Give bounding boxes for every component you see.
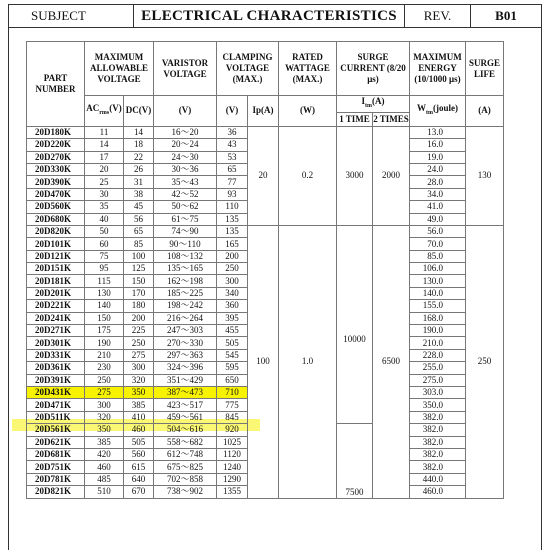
part-number-cell: 20D151K [27,263,85,275]
part-number-cell: 20D101K [27,238,85,250]
energy-cell: 440.0 [410,473,466,485]
energy-cell: 350.0 [410,399,466,411]
ac-voltage-cell: 275 [85,387,124,399]
clamping-voltage-cell: 36 [217,126,248,138]
group2-ip: 100 [248,225,279,498]
varistor-voltage-cell: 504～616 [154,424,217,436]
varistor-voltage-cell: 247～303 [154,325,217,337]
energy-cell: 34.0 [410,188,466,200]
part-number-cell: 20D821K [27,486,85,498]
ac-voltage-cell: 150 [85,312,124,324]
energy-cell: 41.0 [410,201,466,213]
table-row [27,126,504,138]
part-number-cell: 20D471K [27,399,85,411]
energy-cell: 85.0 [410,250,466,262]
varistor-voltage-cell: 185～225 [154,287,217,299]
energy-cell: 56.0 [410,225,466,237]
two-times-label: 2 TIMES [373,112,410,126]
part-number-cell: 20D560K [27,201,85,213]
clamping-voltage-cell: 110 [217,201,248,213]
varistor-voltage-cell: 35～43 [154,176,217,188]
ac-voltage-cell: 40 [85,213,124,225]
dc-voltage-cell: 180 [124,300,154,312]
ac-voltage-cell: 420 [85,448,124,460]
part-number-cell: 20D271K [27,325,85,337]
col-surge-current: SURGE CURRENT (8/20 μs) [337,42,410,96]
dc-voltage-cell: 85 [124,238,154,250]
ac-voltage-cell: 190 [85,337,124,349]
part-number-cell: 20D680K [27,213,85,225]
group2-surge-two-times: 6500 [373,225,410,498]
col-clamping-voltage: CLAMPING VOLTAGE (MAX.) [217,42,279,96]
dc-voltage-cell: 45 [124,201,154,213]
clamping-voltage-cell: 650 [217,374,248,386]
ac-voltage-cell: 25 [85,176,124,188]
clamping-voltage-cell: 1355 [217,486,248,498]
varistor-voltage-cell: 324～396 [154,362,217,374]
part-number-cell: 20D201K [27,287,85,299]
ac-voltage-cell: 140 [85,300,124,312]
energy-cell: 140.0 [410,287,466,299]
ac-voltage-cell: 35 [85,201,124,213]
dc-voltage-cell: 150 [124,275,154,287]
energy-cell: 130.0 [410,275,466,287]
dc-voltage-cell: 18 [124,139,154,151]
clamping-voltage-cell: 505 [217,337,248,349]
ac-voltage-cell: 17 [85,151,124,163]
ac-voltage-cell: 350 [85,424,124,436]
ac-voltage-cell: 20 [85,163,124,175]
clamping-voltage-cell: 77 [217,176,248,188]
dc-voltage-cell: 125 [124,263,154,275]
clamping-voltage-cell: 360 [217,300,248,312]
dc-voltage-cell: 22 [124,151,154,163]
one-time-label: 1 TIME [337,112,373,126]
varistor-voltage-cell: 351～429 [154,374,217,386]
varistor-voltage-cell: 297～363 [154,349,217,361]
energy-cell: 16.0 [410,139,466,151]
group1-surge-life: 130 [466,126,504,225]
clamping-voltage-cell: 340 [217,287,248,299]
ac-voltage-cell: 320 [85,411,124,423]
clamping-voltage-cell: 200 [217,250,248,262]
ac-voltage-cell: 130 [85,287,124,299]
wattage-unit: (W) [279,96,337,127]
part-number-cell: 20D751K [27,461,85,473]
life-unit: (A) [466,96,504,127]
clamping-voltage-cell: 710 [217,387,248,399]
group1-surge-two-times: 2000 [373,126,410,225]
energy-cell: 303.0 [410,387,466,399]
energy-cell: 382.0 [410,448,466,460]
varistor-voltage-cell: 558～682 [154,436,217,448]
part-number-cell: 20D361K [27,362,85,374]
ac-voltage-cell: 230 [85,362,124,374]
varistor-voltage-cell: 459～561 [154,411,217,423]
part-number-cell: 20D301K [27,337,85,349]
dc-voltage-cell: 505 [124,436,154,448]
group2-surge-life: 250 [466,225,504,498]
part-number-cell: 20D220K [27,139,85,151]
varistor-voltage-cell: 423～517 [154,399,217,411]
group2-surge-one-time: 10000 [337,225,373,423]
group1-surge-one-time: 3000 [337,126,373,225]
dc-voltage-cell: 225 [124,325,154,337]
part-number-cell: 20D390K [27,176,85,188]
part-number-cell: 20D241K [27,312,85,324]
group2-surge-one-time-b: 7500 [337,424,373,498]
electrical-characteristics-table [26,41,504,499]
rev-value: B01 [495,8,517,23]
part-number-cell: 20D681K [27,448,85,460]
part-number-cell: 20D331K [27,349,85,361]
clamp-v-unit: (V) [217,96,248,127]
energy-cell: 210.0 [410,337,466,349]
dc-voltage-cell: 320 [124,374,154,386]
clamping-voltage-cell: 1025 [217,436,248,448]
dc-voltage-cell: 410 [124,411,154,423]
varistor-voltage-cell: 20～24 [154,139,217,151]
part-number-cell: 20D431K [27,387,85,399]
varistor-voltage-cell: 387～473 [154,387,217,399]
ac-voltage-cell: 115 [85,275,124,287]
part-number-cell: 20D781K [27,473,85,485]
energy-cell: 49.0 [410,213,466,225]
energy-cell: 228.0 [410,349,466,361]
clamping-voltage-cell: 93 [217,188,248,200]
varistor-voltage-cell: 135～165 [154,263,217,275]
clamping-voltage-cell: 65 [217,163,248,175]
varistor-voltage-cell: 24～30 [154,151,217,163]
dc-voltage-cell: 640 [124,473,154,485]
varistor-voltage-cell: 162～198 [154,275,217,287]
part-number-cell: 20D330K [27,163,85,175]
subject-label: SUBJECT [9,5,134,27]
energy-cell: 382.0 [410,411,466,423]
energy-cell: 190.0 [410,325,466,337]
col-rated-wattage: RATED WATTAGE (MAX.) [279,42,337,96]
rev-label: REV. [405,5,471,27]
dc-voltage-cell: 65 [124,225,154,237]
part-number-cell: 20D391K [27,374,85,386]
clamping-voltage-cell: 775 [217,399,248,411]
clamping-voltage-cell: 395 [217,312,248,324]
part-number-cell: 20D270K [27,151,85,163]
col-part-number: PART NUMBER [27,42,85,127]
clamping-voltage-cell: 1240 [217,461,248,473]
group2-wattage: 1.0 [279,225,337,498]
varistor-voltage-cell: 702～858 [154,473,217,485]
energy-cell: 155.0 [410,300,466,312]
part-number-cell: 20D561K [27,424,85,436]
clamping-voltage-cell: 1290 [217,473,248,485]
part-number-cell: 20D181K [27,275,85,287]
varistor-voltage-cell: 16～20 [154,126,217,138]
ac-voltage-cell: 11 [85,126,124,138]
ip-unit: Ip(A) [248,96,279,127]
ac-voltage-cell: 485 [85,473,124,485]
clamping-voltage-cell: 53 [217,151,248,163]
varistor-voltage-cell: 216～264 [154,312,217,324]
wtm-unit: $W_{tm}(joule)$ [410,96,466,127]
clamping-voltage-cell: 165 [217,238,248,250]
energy-cell: 28.0 [410,176,466,188]
ac-voltage-cell: 385 [85,436,124,448]
clamping-voltage-cell: 1120 [217,448,248,460]
varistor-voltage-cell: 30～36 [154,163,217,175]
ac-voltage-cell: 250 [85,374,124,386]
dc-voltage-cell: 670 [124,486,154,498]
part-number-cell: 20D221K [27,300,85,312]
clamping-voltage-cell: 920 [217,424,248,436]
clamping-voltage-cell: 545 [217,349,248,361]
dc-voltage-cell: 350 [124,387,154,399]
varistor-voltage-cell: 61～75 [154,213,217,225]
energy-cell: 13.0 [410,126,466,138]
part-number-cell: 20D121K [27,250,85,262]
col-max-voltage: MAXIMUM ALLOWABLE VOLTAGE [85,42,154,96]
dc-voltage-cell: 300 [124,362,154,374]
part-number-cell: 20D180K [27,126,85,138]
clamping-voltage-cell: 455 [217,325,248,337]
dc-voltage-cell: 14 [124,126,154,138]
group1-wattage: 0.2 [279,126,337,225]
part-number-cell: 20D511K [27,411,85,423]
varistor-voltage-cell: 198～242 [154,300,217,312]
varistor-voltage-cell: 612～748 [154,448,217,460]
dc-voltage-cell: 275 [124,349,154,361]
varistor-voltage-cell: 90～110 [154,238,217,250]
dc-voltage-cell: 560 [124,448,154,460]
ac-voltage-cell: 95 [85,263,124,275]
part-number-cell: 20D470K [27,188,85,200]
clamping-voltage-cell: 135 [217,213,248,225]
col-surge-life: SURGE LIFE [466,42,504,96]
clamping-voltage-cell: 845 [217,411,248,423]
table-row [27,225,504,237]
ac-voltage-cell: 75 [85,250,124,262]
dc-voltage-cell: 100 [124,250,154,262]
dc-voltage-cell: 56 [124,213,154,225]
energy-cell: 168.0 [410,312,466,324]
document-header [8,4,542,28]
varistor-voltage-cell: 42～52 [154,188,217,200]
dc-voltage-cell: 200 [124,312,154,324]
part-number-cell: 20D820K [27,225,85,237]
page-title: ELECTRICAL CHARACTERISTICS [134,5,405,27]
dc-voltage-cell: 38 [124,188,154,200]
energy-cell: 460.0 [410,486,466,498]
ac-voltage-cell: 510 [85,486,124,498]
varistor-voltage-cell: 50～62 [154,201,217,213]
energy-cell: 24.0 [410,163,466,175]
part-number-cell: 20D621K [27,436,85,448]
ac-voltage-cell: 175 [85,325,124,337]
clamping-voltage-cell: 300 [217,275,248,287]
varistor-unit: (V) [154,96,217,127]
energy-cell: 106.0 [410,263,466,275]
clamping-voltage-cell: 135 [217,225,248,237]
ac-voltage-cell: 14 [85,139,124,151]
dc-voltage-cell: 615 [124,461,154,473]
ac-voltage-cell: 210 [85,349,124,361]
energy-cell: 19.0 [410,151,466,163]
ac-voltage-cell: 50 [85,225,124,237]
group1-ip: 20 [248,126,279,225]
dc-voltage-cell: 31 [124,176,154,188]
dc-voltage-cell: 250 [124,337,154,349]
energy-cell: 275.0 [410,374,466,386]
clamping-voltage-cell: 595 [217,362,248,374]
energy-cell: 382.0 [410,424,466,436]
col-max-energy: MAXIMUM ENERGY (10/1000 μs) [410,42,466,96]
ac-voltage-cell: 60 [85,238,124,250]
energy-cell: 70.0 [410,238,466,250]
energy-cell: 255.0 [410,362,466,374]
ac-voltage-cell: 300 [85,399,124,411]
ac-voltage-cell: 30 [85,188,124,200]
clamping-voltage-cell: 43 [217,139,248,151]
varistor-voltage-cell: 74～90 [154,225,217,237]
itm-unit: $I_{tm}(A)$ [337,96,410,113]
dc-voltage-cell: 460 [124,424,154,436]
varistor-voltage-cell: 675～825 [154,461,217,473]
energy-cell: 382.0 [410,461,466,473]
ac-voltage-cell: 460 [85,461,124,473]
col-varistor-voltage: VARISTOR VOLTAGE [154,42,217,96]
varistor-voltage-cell: 738～902 [154,486,217,498]
dc-voltage-cell: 26 [124,163,154,175]
dc-voltage-cell: 170 [124,287,154,299]
varistor-voltage-cell: 108～132 [154,250,217,262]
dc-unit: DC(V) [124,96,154,127]
dc-voltage-cell: 385 [124,399,154,411]
clamping-voltage-cell: 250 [217,263,248,275]
energy-cell: 382.0 [410,436,466,448]
varistor-voltage-cell: 270～330 [154,337,217,349]
ac-unit: $AC_{rms}(V)$ [85,96,124,127]
